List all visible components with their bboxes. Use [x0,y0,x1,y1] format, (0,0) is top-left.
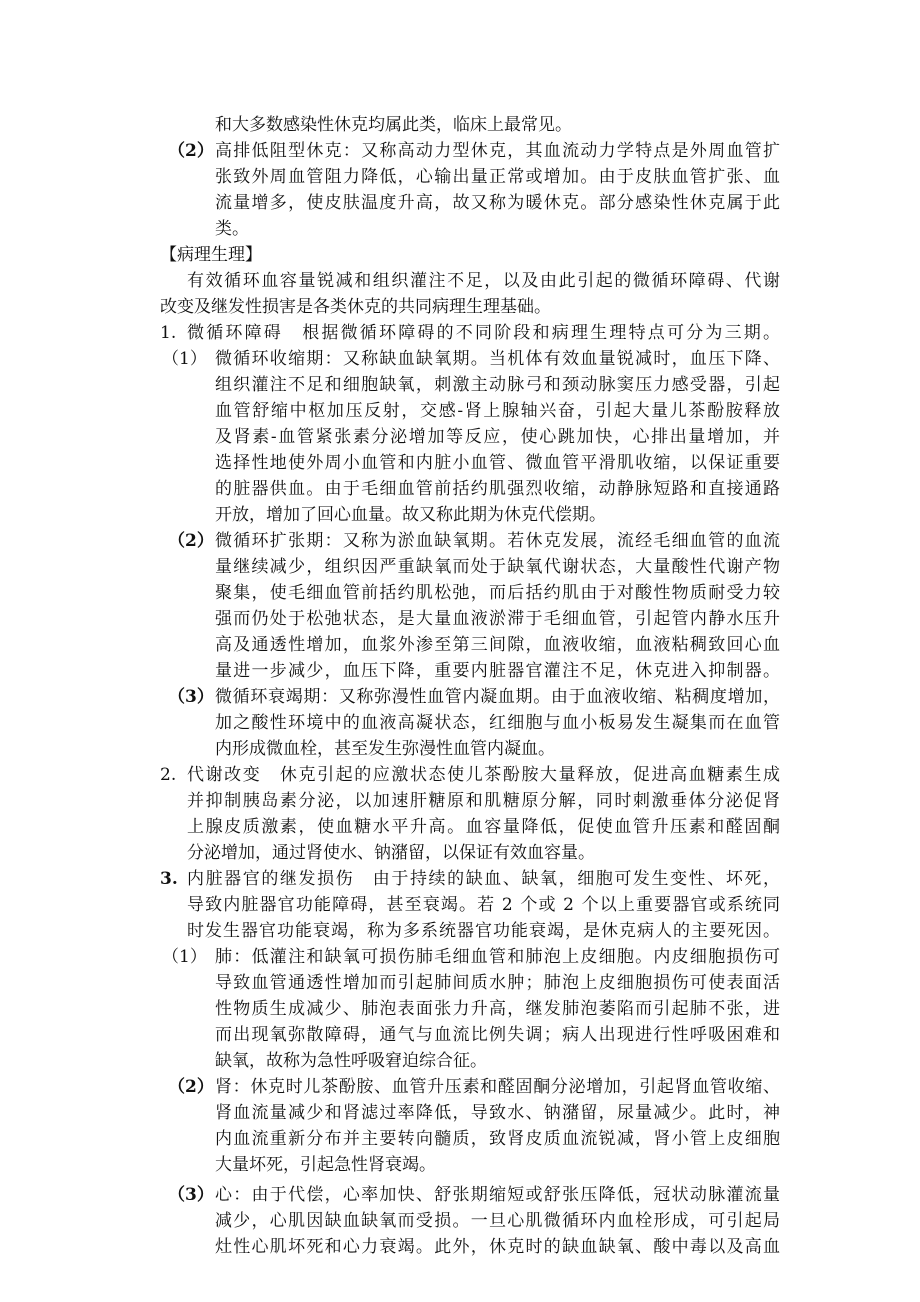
text-line [0,684,920,710]
line-text: 组织灌注不足和细胞缺氧，刺激主动脉弓和颈动脉窦压力感受器，引起 [215,375,782,395]
text-line [0,632,920,658]
text-line [0,814,920,840]
text-line [0,580,920,606]
text-line [0,1126,920,1152]
list-number: （3） [168,687,214,707]
text-line [0,346,920,372]
text-line [0,1048,920,1074]
text-line [0,736,920,762]
text-line [0,996,920,1022]
line-text: 类。 [215,219,249,239]
text-line [0,1074,920,1100]
text-line [0,762,920,788]
line-text: 量进一步减少，血压下降，重要内脏器官灌注不足，休克进入抑制器。 [215,661,782,681]
text-line [0,710,920,736]
text-line [0,450,920,476]
text-line [0,840,920,866]
text-line [0,268,920,294]
list-number: 3. [160,869,178,889]
line-text: 内血流重新分布并主要转向髓质，致肾皮质血流锐减，肾小管上皮细胞 [215,1129,782,1149]
list-number: （2） [168,141,214,161]
list-number: （2） [168,531,214,551]
text-line [0,1234,920,1260]
text-line [0,294,920,320]
line-text: 微循环障碍 根据微循环障碍的不同阶段和病理生理特点可分为三期。 [187,323,783,343]
line-text: 强而仍处于松弛状态，是大量血液淤滞于毛细血管，引起管内静水压升 [215,609,782,629]
line-text: 代谢改变 休克引起的应激状态使儿茶酚胺大量释放，促进高血糖素生成 [187,765,782,785]
text-line [0,112,920,138]
line-text: 灶性心肌坏死和心力衰竭。此外，休克时的缺血缺氧、酸中毒以及高血 [215,1237,782,1257]
line-text: 有效循环血容量锐减和组织灌注不足，以及由此引起的微循环障碍、代谢 [187,271,782,291]
text-line [0,788,920,814]
text-line [0,164,920,190]
text-line [0,1100,920,1126]
text-line [0,606,920,632]
text-line [0,138,920,164]
line-text: 开放，增加了回心血量。故又称此期为休克代偿期。 [215,505,606,525]
list-number: （3） [168,1185,214,1205]
line-text: 分泌增加，通过肾使水、钠潴留，以保证有效血容量。 [187,843,595,863]
list-number: 1. [160,323,177,343]
text-line [0,372,920,398]
list-number: （2） [168,1077,214,1097]
line-text: 内形成微血栓，甚至发生弥漫性血管内凝血。 [215,739,555,759]
text-line [0,554,920,580]
text-line [0,892,920,918]
text-line [0,1152,920,1178]
section-heading [0,242,920,268]
text-line [0,970,920,996]
line-text: 高排低阻型休克：又称高动力型休克，其血流动力学特点是外周血管扩 [215,141,782,161]
line-text: 的脏器供血。由于毛细血管前括约肌强烈收缩，动静脉短路和直接通路 [215,479,782,499]
text-line [0,424,920,450]
text-line [0,658,920,684]
list-number: 2. [160,765,177,785]
line-text: 微循环衰竭期：又称弥漫性血管内凝血期。由于血液收缩、粘稠度增加， [215,687,781,707]
line-text: 大量坏死，引起急性肾衰竭。 [215,1155,436,1175]
text-line [0,1022,920,1048]
heading-text: 【病理生理】 [160,245,262,265]
line-text: 微循环收缩期：又称缺血缺氧期。当机体有效血量锐减时，血压下降、 [215,349,782,369]
line-text: 选择性地使外周小血管和内脏小血管、微血管平滑肌收缩，以保证重要 [215,453,782,473]
line-text: 肺：低灌注和缺氧可损伤肺毛细血管和肺泡上皮细胞。内皮细胞损伤可 [215,947,782,967]
line-text: 肾：休克时儿茶酚胺、血管升压素和醛固酮分泌增加，引起肾血管收缩、 [215,1077,781,1097]
line-text: 张致外周血管阻力降低，心输出量正常或增加。由于皮肤血管扩张、血 [215,167,782,187]
line-text: 心：由于代偿，心率加快、舒张期缩短或舒张压降低，冠状动脉灌流量 [215,1185,782,1205]
line-text: 和大多数感染性休克均属此类，临床上最常见。 [215,115,572,135]
line-text: 加之酸性环境中的血液高凝状态，红细胞与血小板易发生凝集而在血管 [215,713,782,733]
text-line [0,476,920,502]
line-text: 导致血管通透性增加而引起肺间质水肿；肺泡上皮细胞损伤可使表面活 [215,973,782,993]
line-text: 导致内脏器官功能障碍，甚至衰竭。若 2 个或 2 个以上重要器官或系统同 [187,895,782,915]
line-text: 改变及继发性损害是各类休克的共同病理生理基础。 [160,297,551,317]
line-text: 微循环扩张期：又称为淤血缺氧期。若休克发展，流经毛细血管的血流 [215,531,782,551]
text-line [0,866,920,892]
text-line [0,918,920,944]
text-line [0,216,920,242]
line-text: 量继续减少，组织因严重缺氧而处于缺氧代谢状态，大量酸性代谢产物 [215,557,782,577]
line-text: 上腺皮质激素，使血糖水平升高。血容量降低，促使血管升压素和醛固酮 [187,817,782,837]
text-line [0,1208,920,1234]
line-text: 聚集，使毛细血管前括约肌松弛，而后括约肌由于对酸性物质耐受力较 [215,583,782,603]
line-text: 血管舒缩中枢加压反射，交感-肾上腺轴兴奋，引起大量儿茶酚胺释放 [215,401,782,421]
text-line [0,1182,920,1208]
line-text: 时发生器官功能衰竭，称为多系统器官功能衰竭，是休克病人的主要死因。 [187,921,781,941]
text-line [0,398,920,424]
line-text: 而出现氧弥散障碍，通气与血流比例失调；病人出现进行性呼吸困难和 [215,1025,782,1045]
text-line [0,528,920,554]
line-text: 并抑制胰岛素分泌，以加速肝糖原和肌糖原分解，同时刺激垂体分泌促肾 [187,791,782,811]
text-line [0,320,920,346]
line-text: 减少，心肌因缺血缺氧而受损。一旦心肌微循环内血栓形成，可引起局 [215,1211,782,1231]
list-number: （1） [162,349,207,369]
text-line [0,190,920,216]
line-text: 流量增多，使皮肤温度升高，故又称为暖休克。部分感染性休克属于此 [215,193,782,213]
list-number: （1） [162,947,207,967]
text-line [0,502,920,528]
text-line [0,944,920,970]
line-text: 性物质生成减少、肺泡表面张力升高，继发肺泡萎陷而引起肺不张，进 [215,999,782,1019]
line-text: 肾血流量减少和肾滤过率降低，导致水、钠潴留，尿量减少。此时，神 [215,1103,782,1123]
line-text: 高及通透性增加，血浆外渗至第三间隙，血液收缩，血液粘稠致回心血 [215,635,782,655]
line-text: 及肾素-血管紧张素分泌增加等反应，使心跳加快，心排出量增加，并 [215,427,782,447]
line-text: 缺氧，故称为急性呼吸窘迫综合征。 [215,1051,487,1071]
line-text: 内脏器官的继发损伤 由于持续的缺血、缺氧，细胞可发生变性、坏死， [187,869,782,889]
